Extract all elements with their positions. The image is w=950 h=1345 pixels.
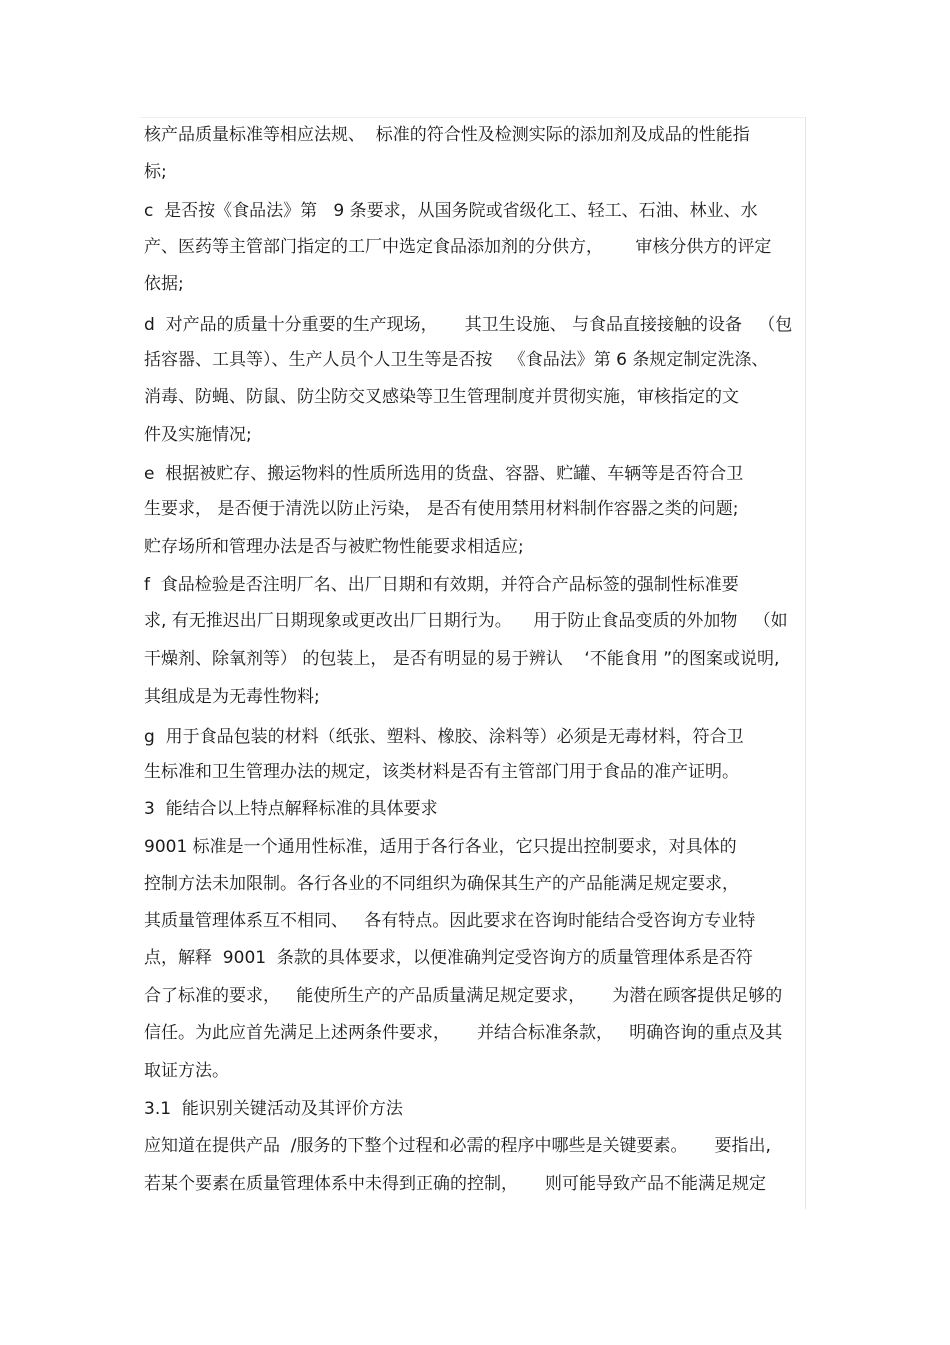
text-line: e 根据被贮存、搬运物料的性质所选用的货盘、容器、贮罐、车辆等是否符合卫 <box>144 464 744 484</box>
text-line: 括容器、工具等）、生产人员个人卫生等是否按 《食品法》第 6 条规定制定洗涤、 <box>144 350 769 370</box>
text-line: 生要求， 是否便于清洗以防止污染， 是否有使用禁用材料制作容器之类的问题; <box>144 499 739 519</box>
text-line: 若某个要素在质量管理体系中未得到正确的控制， 则可能导致产品不能满足规定 <box>144 1174 767 1194</box>
text-line: 产、医药等主管部门指定的工厂中选定食品添加剂的分供方， 审核分供方的评定 <box>144 237 772 257</box>
text-line: f 食品检验是否注明厂名、出厂日期和有效期，并符合产品标签的强制性标准要 <box>144 575 739 595</box>
text-line: 其组成是为无毒性物料; <box>144 687 320 707</box>
text-line: 生标准和卫生管理办法的规定，该类材料是否有主管部门用于食品的准产证明。 <box>144 762 739 782</box>
text-line: 点，解释 9001 条款的具体要求，以便准确判定受咨询方的质量管理体系是否符 <box>144 948 753 968</box>
text-line: g 用于食品包装的材料（纸张、塑料、橡胶、涂料等）必须是无毒材料，符合卫 <box>144 727 744 747</box>
text-line: 应知道在提供产品 /服务的下整个过程和必需的程序中哪些是关键要素。 要指出, <box>144 1136 771 1156</box>
text-line: 核产品质量标准等相应法规、 标准的符合性及检测实际的添加剂及成品的性能指 <box>144 125 750 145</box>
text-line: 取证方法。 <box>144 1061 229 1081</box>
text-line: 依据; <box>144 274 184 294</box>
text-line: 合了标准的要求， 能使所生产的产品质量满足规定要求， 为潜在顾客提供足够的 <box>144 986 783 1006</box>
text-line: 消毒、防蝇、防鼠、防尘防交叉感染等卫生管理制度并贯彻实施，审核指定的文 <box>144 387 739 407</box>
text-line: 求, 有无推迟出厂日期现象或更改出厂日期行为。 用于防止食品变质的外加物 （如 <box>144 611 788 631</box>
text-line: 其质量管理体系互不相同、 各有特点。因此要求在咨询时能结合受咨询方专业特 <box>144 911 756 931</box>
text-line: 贮存场所和管理办法是否与被贮物性能要求相适应; <box>144 537 524 557</box>
section-heading: 3.1 能识别关键活动及其评价方法 <box>144 1099 403 1119</box>
text-line: 干燥剂、除氧剂等） 的包装上， 是否有明显的易于辨认 ‘不能食用 ”的图案或说明, <box>144 649 780 669</box>
text-line: 9001 标准是一个通用性标准，适用于各行各业，它只提出控制要求，对具体的 <box>144 837 737 857</box>
text-line: 信任。为此应首先满足上述两条件要求， 并结合标准条款， 明确咨询的重点及其 <box>144 1023 783 1043</box>
text-line: d 对产品的质量十分重要的生产现场， 其卫生设施、 与食品直接接触的设备 （包 <box>144 315 793 335</box>
text-line: c 是否按《食品法》第 9 条要求，从国务院或省级化工、轻工、石油、林业、水 <box>144 201 758 221</box>
section-heading: 3 能结合以上特点解释标准的具体要求 <box>144 799 438 819</box>
text-line: 件及实施情况; <box>144 425 252 445</box>
text-line: 标; <box>144 162 167 182</box>
text-line: 控制方法未加限制。各行各业的不同组织为确保其生产的产品能满足规定要求， <box>144 874 739 894</box>
